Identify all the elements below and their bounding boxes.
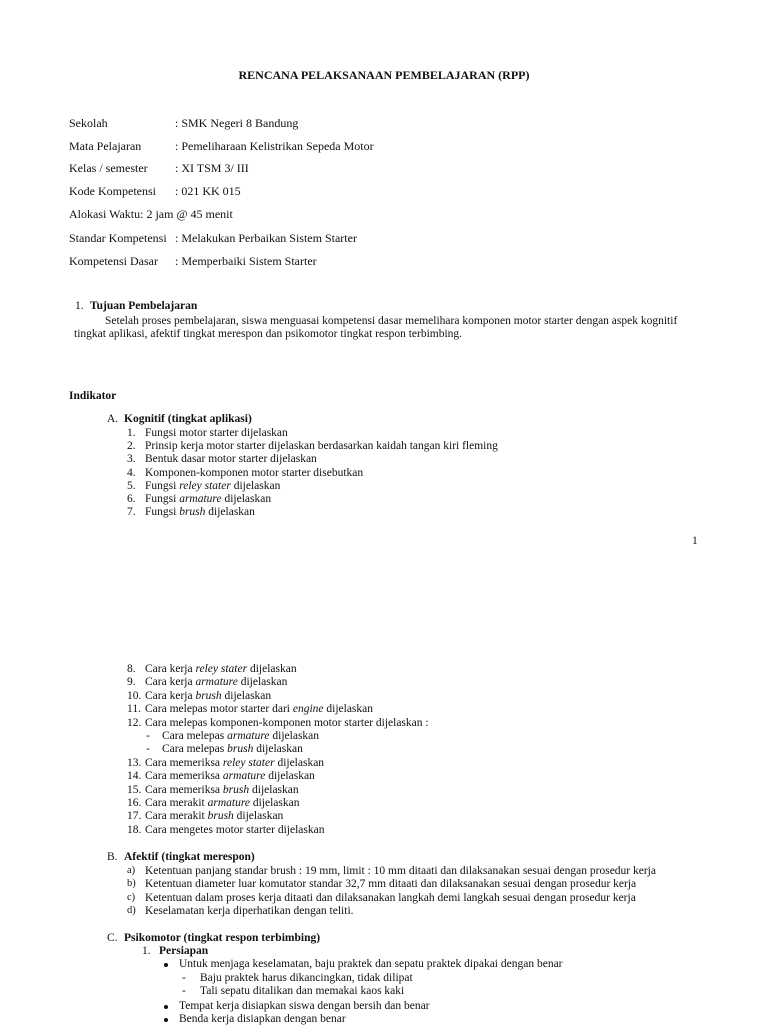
identity-value: : 021 KK 015: [175, 184, 241, 198]
dash-marker: -: [182, 972, 186, 984]
section-heading: Tujuan Pembelajaran: [90, 300, 198, 312]
identity-value: : SMK Negeri 8 Bandung: [175, 116, 299, 130]
list-number: 9.: [127, 676, 136, 689]
item-text: Cara melepas komponen-komponen motor starter dijelaskan :: [145, 716, 429, 729]
list-item: [145, 824, 324, 836]
list-letter: B.: [107, 851, 118, 863]
item-text: dijelaskan: [233, 810, 284, 823]
list-item: Benda kerja disiapkan dengan benar: [179, 1013, 346, 1025]
identity-label: Kelas / semester: [69, 161, 148, 175]
item-text: Cara melepas: [162, 730, 228, 742]
list-item: [145, 480, 280, 492]
list-letter: C.: [107, 932, 118, 944]
bullet-icon: [164, 1018, 168, 1022]
item-text: Cara mengetes motor starter dijelaskan: [145, 823, 325, 836]
list-number: 16.: [127, 797, 142, 809]
page-number: 1: [692, 535, 698, 547]
item-term: brush: [227, 743, 254, 756]
item-term: armature: [222, 770, 266, 783]
identity-value: : XI TSM 3/ III: [175, 161, 249, 175]
item-term: armature: [227, 730, 270, 742]
item-text: Komponen-komponen motor starter disebutkan: [145, 466, 364, 479]
list-item: Tempat kerja disiapkan siswa dengan bersih dan benar: [179, 1000, 430, 1012]
list-number: 5.: [127, 479, 136, 492]
item-term: armature: [195, 676, 238, 689]
list-item: [145, 493, 271, 505]
item-text: dijelaskan: [253, 743, 303, 756]
identity-label: Mata Pelajaran: [69, 139, 142, 153]
list-number: 3.: [127, 453, 136, 466]
list-number: 6.: [127, 493, 136, 505]
list-number: 10.: [127, 689, 142, 702]
item-term: armature: [179, 493, 222, 505]
indikator-heading: Indikator: [69, 390, 117, 402]
list-item: Tali sepatu ditalikan dan memakai kaos kaki: [200, 985, 405, 997]
bullet-icon: [164, 1005, 168, 1009]
item-term: brush: [207, 810, 234, 823]
list-letter: a): [127, 865, 136, 876]
identity-label: Standar Kompetensi: [69, 231, 167, 245]
item-text: Cara memeriksa: [145, 770, 223, 783]
item-text: Cara melepas motor starter dari: [145, 703, 293, 716]
list-item: Ketentuan diameter luar komutator standar 32,7 mm ditaati dan dilaksanakan sesuai dengan prosedur kerja: [145, 878, 637, 891]
item-text: dijelaskan: [221, 689, 272, 702]
item-text: dijelaskan: [237, 676, 288, 689]
item-text: Cara kerja: [145, 676, 196, 689]
list-number: 1.: [127, 427, 136, 439]
paragraph-line: tingkat aplikasi, afektif tingkat merespon dan psikomotor tingkat respon terbimbing.: [74, 328, 463, 340]
list-number: 4.: [127, 466, 136, 479]
identity-label: Kode Kompetensi: [69, 184, 156, 198]
identity-label: Sekolah: [69, 116, 108, 130]
list-item: [145, 717, 429, 729]
list-item: [145, 453, 317, 465]
identity-label: Kompetensi Dasar: [69, 254, 158, 268]
item-text: dijelaskan: [230, 479, 281, 492]
identity-label: Alokasi Waktu: 2 jam @ 45 menit: [69, 207, 233, 221]
identity-value: : Melakukan Perbaikan Sistem Starter: [175, 231, 357, 245]
list-number: 18.: [127, 823, 142, 836]
identity-value: : Memperbaiki Sistem Starter: [175, 254, 317, 268]
item-term: engine: [292, 703, 324, 716]
item-text: dijelaskan: [249, 783, 299, 796]
item-text: Bentuk dasar motor starter dijelaskan: [145, 453, 317, 466]
item-text: Cara merakit: [145, 797, 208, 809]
item-text: Fungsi: [145, 479, 180, 492]
subsection-heading: Kognitif (tingkat aplikasi): [124, 413, 252, 425]
item-term: armature: [207, 797, 250, 809]
list-letter: A.: [107, 413, 119, 425]
list-item: Baju praktek harus dikancingkan, tidak dilipat: [200, 972, 413, 984]
list-item: [145, 440, 498, 452]
list-number: 7.: [127, 506, 136, 519]
list-item: [145, 506, 255, 518]
list-number: 13.: [127, 756, 142, 769]
list-item: Ketentuan dalam proses kerja ditaati dan dilaksanakan langkah demi langkah sesuai dengan prosedur kerja: [145, 891, 636, 904]
item-text: dijelaskan: [249, 797, 300, 809]
item-text: Cara merakit: [145, 810, 208, 823]
dash-marker: -: [182, 985, 186, 997]
item-text: dijelaskan: [323, 703, 373, 716]
list-item: Ketentuan panjang standar brush : 19 mm, limit : 10 mm ditaati dan dilaksanakan sesuai dengan prosedur kerja: [145, 865, 656, 877]
item-term: reley stater: [195, 663, 248, 675]
dash-marker: -: [146, 743, 150, 756]
list-item: Untuk menjaga keselamatan, baju praktek dan sepatu praktek dipakai dengan benar: [179, 958, 563, 970]
list-item: [145, 757, 324, 769]
item-text: Fungsi: [145, 506, 180, 519]
item-text: dijelaskan: [265, 770, 315, 783]
list-item: [145, 797, 299, 809]
item-text: dijelaskan: [247, 663, 297, 675]
list-item: Keselamatan kerja diperhatikan dengan teliti.: [145, 904, 354, 917]
item-text: Fungsi: [145, 493, 180, 505]
list-letter: c): [127, 891, 136, 903]
list-number: 2.: [127, 440, 136, 453]
item-text: dijelaskan: [205, 506, 255, 519]
item-text: Cara kerja: [145, 689, 196, 702]
item-term: reley stater: [222, 756, 275, 769]
section-number: 1.: [75, 300, 84, 312]
dash-marker: -: [146, 730, 150, 742]
list-number: 8.: [127, 663, 136, 675]
item-text: dijelaskan: [274, 756, 325, 769]
list-number: 12.: [127, 716, 142, 729]
identity-value: : Pemeliharaan Kelistrikan Sepeda Motor: [175, 139, 374, 153]
item-text: dijelaskan: [269, 730, 320, 742]
subsection-heading: Psikomotor (tingkat respon terbimbing): [124, 932, 321, 944]
list-item: [162, 743, 303, 755]
list-item: [145, 703, 373, 715]
paragraph-line: Setelah proses pembelajaran, siswa menguasai kompetensi dasar memelihara komponen motor starter dengan aspek kognitif: [105, 315, 678, 327]
list-item: [145, 770, 315, 782]
item-term: brush: [179, 506, 206, 519]
list-item: [145, 467, 363, 479]
list-item: [145, 810, 283, 822]
item-text: Prinsip kerja motor starter dijelaskan berdasarkan kaidah tangan kiri fleming: [145, 440, 498, 453]
list-letter: d): [127, 904, 136, 916]
list-item: [162, 730, 319, 742]
item-text: Cara memeriksa: [145, 783, 223, 796]
item-text: dijelaskan: [221, 493, 272, 505]
list-number: 17.: [127, 810, 142, 823]
list-number: 11.: [127, 703, 141, 716]
subsection-heading: Afektif (tingkat merespon): [124, 851, 255, 863]
item-term: reley stater: [179, 479, 231, 492]
item-text: Cara kerja: [145, 663, 196, 675]
list-item: [145, 690, 271, 702]
item-term: brush: [222, 783, 250, 796]
document-title: RENCANA PELAKSANAAN PEMBELAJARAN (RPP): [238, 68, 530, 82]
item-term: brush: [195, 689, 222, 702]
list-item: [145, 663, 297, 675]
subsubsection-heading: Persiapan: [159, 945, 209, 957]
item-text: Cara memeriksa: [145, 756, 223, 769]
bullet-icon: [164, 963, 168, 967]
list-number: 14.: [127, 770, 142, 783]
item-text: Cara melepas: [162, 743, 228, 756]
list-number: 15.: [127, 783, 142, 796]
list-letter: b): [127, 878, 136, 890]
list-item: [145, 784, 299, 796]
list-number: 1.: [142, 945, 151, 957]
list-item: [145, 676, 287, 688]
list-item: [145, 427, 288, 439]
item-text: Fungsi motor starter dijelaskan: [145, 427, 288, 439]
